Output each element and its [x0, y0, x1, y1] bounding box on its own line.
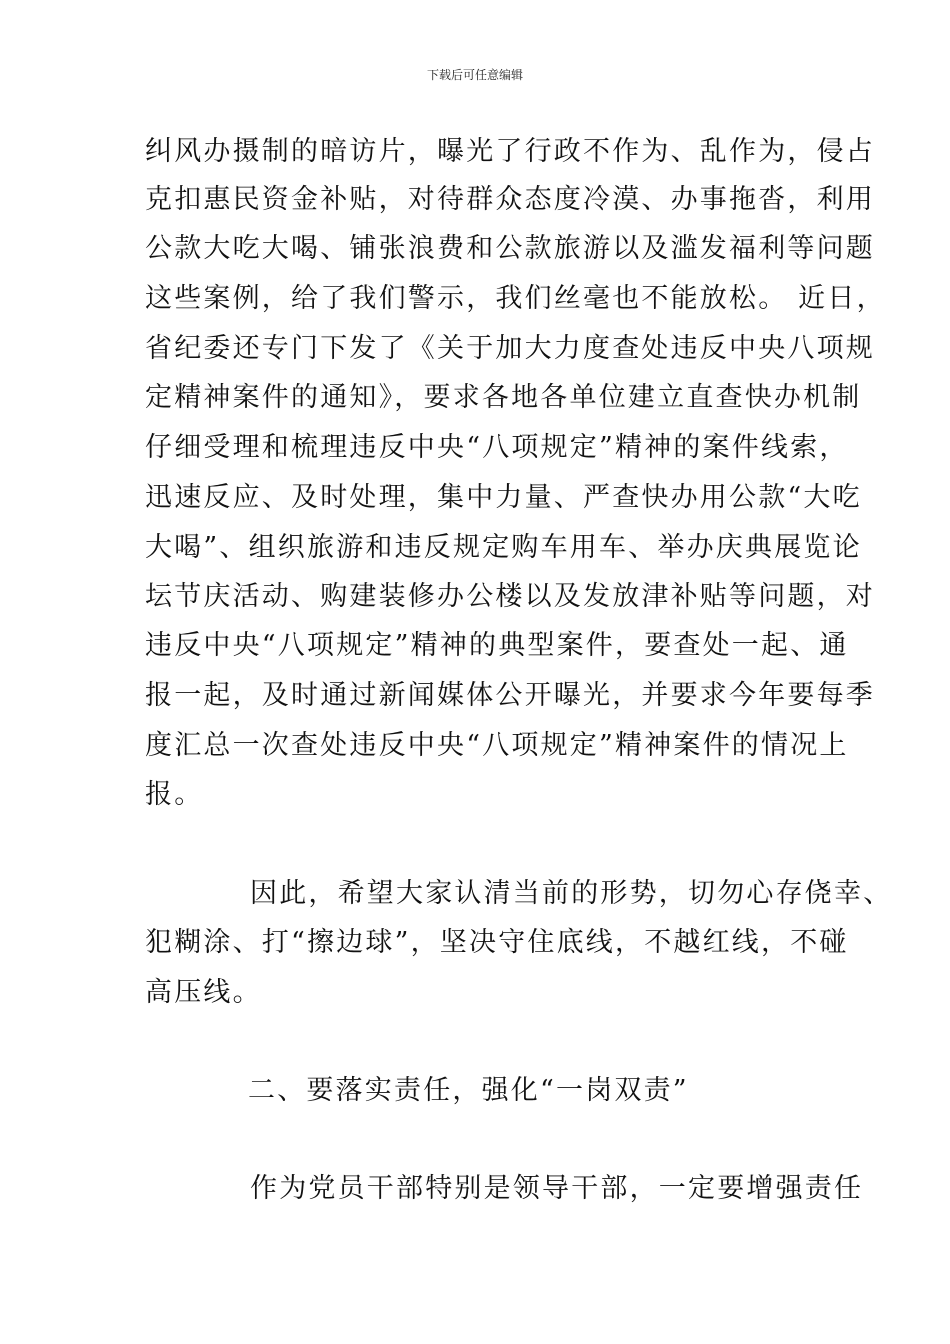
header-note: 下载后可任意编辑	[426, 68, 523, 82]
text-line: 公款大吃大喝、铺张浪费和公款旅游以及滥发福利等问题	[145, 233, 875, 264]
text-line: 度汇总一次查处违反中央“八项规定”精神案件的情况上	[145, 730, 849, 761]
text-line: 迅速反应、及时处理，集中力量、严查快办用公款“大吃	[145, 482, 862, 513]
text-line: 报一起，及时通过新闻媒体公开曝光，并要求今年要每季	[145, 680, 875, 711]
text-line: 仔细受理和梳理违反中央“八项规定”精神的案件线索，	[145, 432, 849, 463]
text-line: 犯糊涂、打“擦边球”，坚决守住底线，不越红线，不碰	[145, 927, 849, 958]
text-line: 省纪委还专门下发了《关于加大力度查处违反中央八项规	[145, 333, 875, 364]
text-line: 这些案例，给了我们警示，我们丝毫也不能放松。 近日，	[145, 283, 886, 314]
text-line: 因此，希望大家认清当前的形势，切勿心存侥幸、	[250, 878, 893, 909]
section-heading: 二、要落实责任，强化“一岗双责”	[248, 1075, 689, 1106]
text-line: 报。	[145, 779, 204, 810]
text-line: 坛节庆活动、购建装修办公楼以及发放津补贴等问题，对	[145, 581, 875, 612]
text-line: 高压线。	[145, 977, 262, 1008]
text-line: 作为党员干部特别是领导干部，一定要增强责任	[250, 1173, 864, 1204]
text-line: 大喝”、组织旅游和违反规定购车用车、举办庆典展览论	[145, 532, 862, 563]
text-line: 定精神案件的通知》，要求各地各单位建立直查快办机制	[145, 382, 862, 413]
text-line: 克扣惠民资金补贴，对待群众态度冷漠、办事拖沓，利用	[145, 184, 875, 215]
text-line: 违反中央“八项规定”精神的典型案件，要查处一起、通	[145, 630, 849, 661]
text-line: 纠风办摄制的暗访片，曝光了行政不作为、乱作为，侵占	[145, 136, 875, 167]
